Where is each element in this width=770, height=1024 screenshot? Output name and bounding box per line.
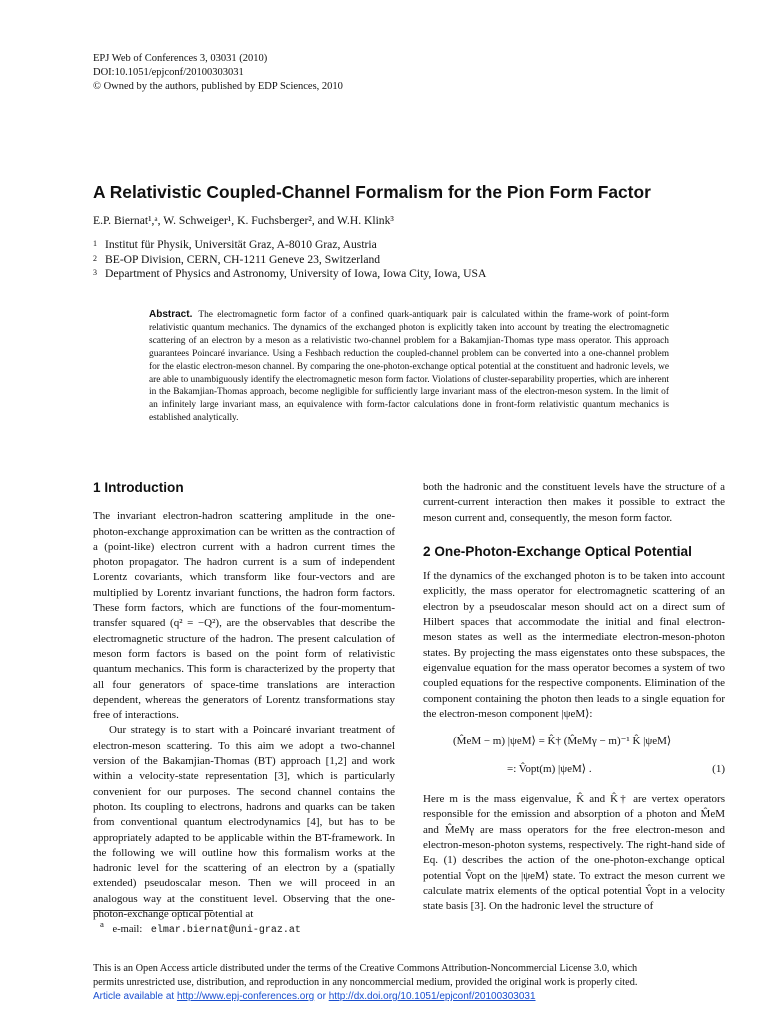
affiliation-number: 2 [93,253,97,263]
affiliation-item [93,238,486,253]
license-line: This is an Open Access article distributed under the terms of the Creative Commons Attribution-Noncommercial License 3.0, which [93,963,638,974]
footnote-email[interactable]: elmar.biernat@uni-graz.at [150,924,301,936]
affiliation-text: BE-OP Division, CERN, CH-1211 Geneve 23, Switzerland [105,252,381,266]
paragraph: If the dynamics of the exchanged photon is to be taken into account explicitly, the mass operator for electromagnetic scattering of an electron by a pseudoscalar meson should act on a direct sum of Hilbert spaces that accommodate the initial and final electron-meson states as well as the intermediate electron-meson-photon states. By projecting the mass eigenstates onto these subspaces, the eigenvalue equation for the mass operator becomes a system of two coupled equations for the respective components. Elimination of the component containing the photon then leads to a single equation for the electron-meson component |ψeM⟩: [423,570,725,720]
footnote [100,919,301,936]
journal-doi: DOI:10.1051/epjconf/20100303031 [93,67,244,78]
footnote-label: e-mail: [112,923,143,935]
paragraph: Our strategy is to start with a Poincaré invariant treatment of electron-meson scattering. To this aim we adopt a two-channel version of the Bakamjian-Thomas (BT) approach [1,2] and work within a velocity-state representation [3], which is particularly convenient for our purposes. The second channel contains the photon. Its coupling to electrons, hadrons and quarks can be taken from conventional quantum electrodynamics [4], but has to be appropriately adapted to be applicable within the BT-framework. In the following we will outline how this formalism works at the hadronic level for the scattering of an electron by a (spatially extended) pseudoscalar meson. Then we will proceed in an analogous way at the constituent level. Observing that the one-photon-exchange optical potential at [93,724,395,921]
right-column [423,480,725,915]
section-heading-introduction: 1 Introduction [93,480,184,495]
license-notice [93,962,723,1004]
abstract-text: The electromagnetic form factor of a confined quark-antiquark pair is calculated within the frame-work of point-form relativistic quantum mechanics. The dynamics of the exchanged photon is explicitly taken into account by treating the electromagnetic scattering of an electron by a meson as a relativistic two-channel problem for a Bakamjian-Thomas type mass operator. This approach guarantees Poincaré invariance. Using a Feshbach reduction the coupled-channel problem can be converted into a one-channel problem for the elastic electron-meson channel. By comparing the one-photon-exchange optical potential at the constituent and hadronic levels, we are able to unambiguously identify the electromagnetic meson form factor. Violations of cluster-separability properties, which are inherent in the Bakamjian-Thomas approach, become negligible for sufficiently large invariant mass of the electron-meson system. In the limit of an infinitely large invariant mass, an equivalence with form-factor calculations done in front-form relativistic quantum mechanics is established analytically. [149,310,669,424]
affiliation-item [93,253,486,268]
paragraph: The invariant electron-hadron scattering amplitude in the one-photon-exchange approximation can be written as the contraction of a (point-like) electron current with a hadron current times the photon propagator. The hadron current is a sum of independent Lorentz covariants, which transform like four-vectors and are multiplied by Lorentz invariant functions, the hadron form factors. These form factors, which are functions of the four-momentum-transfer squared (q² = −Q²), are the observables that describe the electromagnetic structure of the hadron. The present calculation of meson form factors is based on the point form of relativistic quantum mechanics. This form is characterized by the property that all four generators of space-time translations are interaction dependent, whereas the generators of Lorentz transformations stay free of interactions. [93,510,395,722]
section-heading-optical-potential: 2 One-Photon-Exchange Optical Potential [423,543,692,559]
doi-link[interactable]: http://dx.doi.org/10.1051/epjconf/20100303031 [328,991,536,1002]
paragraph: Here m is the mass eigenvalue, K̂ and K̂† are vertex operators responsible for the emission and absorption of a photon and M̂eM and M̂eMγ are mass operators for the free electron-meson and electron-meson-photon systems, respectively. The right-hand side of Eq. (1) describes the action of the one-photon-exchange optical potential V̂opt on the |ψeM⟩ state. To extract the meson current we calculate matrix elements of the optical potential V̂opt in a velocity state basis [3]. On the hadronic level the structure of [423,793,725,913]
footnote-divider [93,910,213,911]
equation-1 [423,726,725,784]
author-list: E.P. Biernat¹,ᵃ, W. Schweiger¹, K. Fuchsberger², and W.H. Klink³ [93,214,394,227]
equation-line: (M̂eM − m) |ψeM⟩ = K̂† (M̂eMγ − m)⁻¹ K̂ |ψeM⟩ [453,735,672,748]
journal-citation: EPJ Web of Conferences 3, 03031 (2010) [93,53,268,64]
affiliation-list [93,238,486,282]
journal-header [93,52,343,94]
license-line: permits unrestricted use, distribution, and reproduction in any noncommercial medium, provided the original work is properly cited. [93,977,638,988]
license-availability [93,990,723,1004]
paragraph: both the hadronic and the constituent levels have the structure of a current-current interaction then makes it possible to extract the meson current and, consequently, the meson form factor. [423,481,725,524]
footnote-mark: a [100,919,104,929]
affiliation-item [93,267,486,282]
affiliation-text: Department of Physics and Astronomy, University of Iowa, Iowa City, Iowa, USA [105,267,487,280]
journal-copyright: © Owned by the authors, published by EDP Sciences, 2010 [93,81,343,92]
equation-number: (1) [712,763,725,776]
affiliation-number: 1 [93,239,97,248]
availability-prefix: Article available at [93,991,177,1002]
availability-or: or [314,991,329,1002]
left-column [93,480,395,922]
affiliation-text: Institut für Physik, Universität Graz, A-8010 Graz, Austria [105,238,377,251]
epj-conferences-link[interactable]: http://www.epj-conferences.org [176,991,315,1002]
abstract [149,309,669,425]
equation-line: =: V̂opt(m) |ψeM⟩ . [507,763,592,776]
abstract-heading: Abstract. [149,309,193,320]
affiliation-number: 3 [93,268,97,277]
paper-title: A Relativistic Coupled-Channel Formalism for the Pion Form Factor [93,182,651,202]
